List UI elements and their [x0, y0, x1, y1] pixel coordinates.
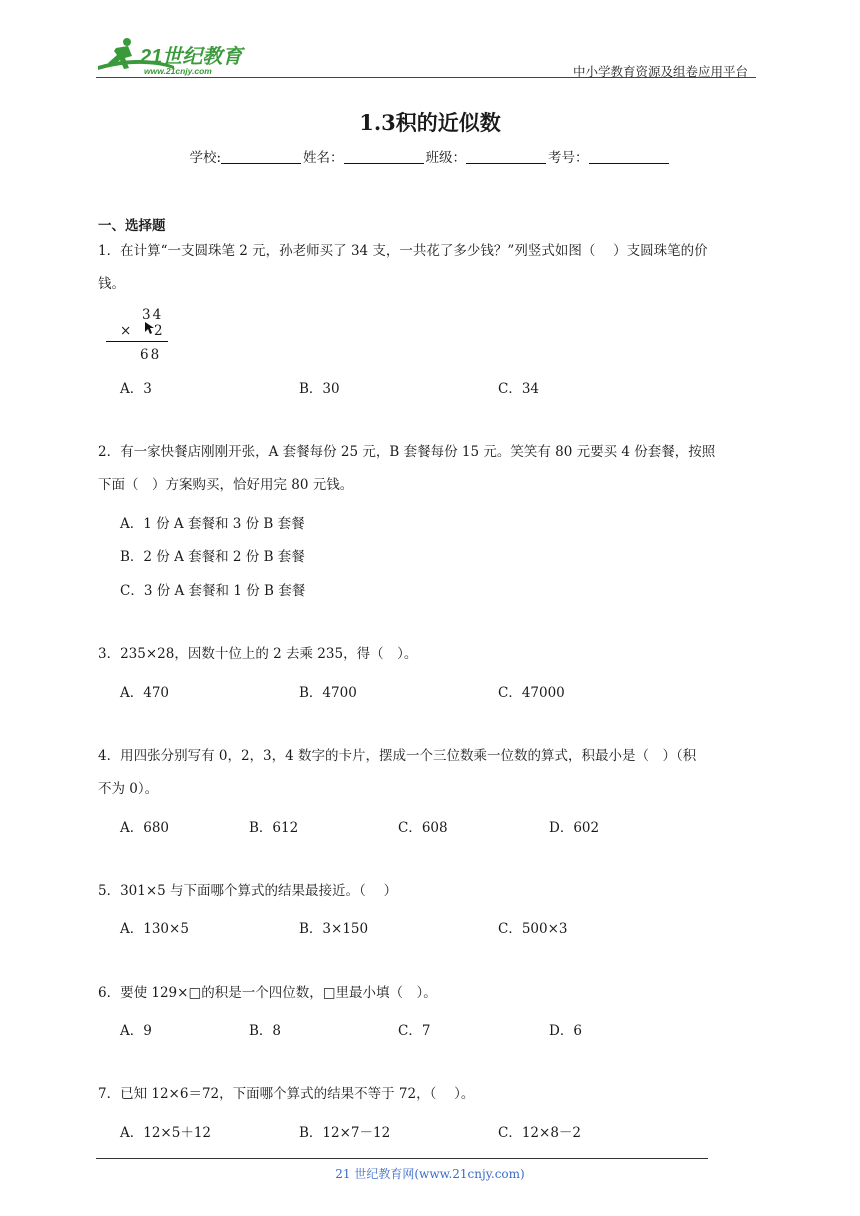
q6-option-d[interactable]: D．6 — [549, 1023, 582, 1039]
q2-option-a[interactable]: A．1 份 A 套餐和 3 份 B 套餐 — [120, 516, 305, 532]
exam-no-blank[interactable] — [589, 149, 669, 164]
question-1-text-line1: 1．在计算“一支圆珠笔 2 元，孙老师买了 34 支，一共花了多少钱？”列竖式如图（ ）支圆珠笔的价 — [98, 243, 708, 259]
question-6 — [98, 977, 770, 1010]
q7-option-b[interactable]: B．12×7－12 — [299, 1125, 391, 1141]
question-4-text-line2: 不为 0）。 — [98, 781, 159, 797]
q3-option-a[interactable]: A．470 — [120, 685, 170, 701]
q6-option-c[interactable]: C．7 — [398, 1023, 431, 1039]
class-label: 班级： — [425, 150, 467, 166]
question-6-text: 6．要使 129×□的积是一个四位数，□里最小填（ ）。 — [98, 985, 437, 1001]
q5-option-a[interactable]: A．130×5 — [120, 921, 189, 937]
footer-link[interactable]: 21 世纪教育网(www.21cnjy.com) — [335, 1167, 525, 1181]
logo-text: 21世纪教育 — [140, 46, 243, 68]
q2-option-c[interactable]: C．3 份 A 套餐和 1 份 B 套餐 — [120, 583, 306, 599]
footer-divider — [96, 1158, 708, 1159]
q1-option-a[interactable]: A．3 — [120, 381, 152, 397]
q5-option-b[interactable]: B．3×150 — [299, 921, 369, 937]
q6-option-b[interactable]: B．8 — [249, 1023, 282, 1039]
figure-multiplicand: 34 — [142, 307, 164, 323]
name-label: 姓名： — [303, 150, 344, 166]
section-heading: 一、选择题 — [98, 218, 166, 234]
question-2-text-line1: 2．有一家快餐店刚刚开张，A 套餐每份 25 元，B 套餐每份 15 元。笑笑有 80 元要买 4 份套餐，按照 — [98, 444, 716, 460]
question-3-text: 3．235×28，因数十位上的 2 去乘 235，得（ ）。 — [98, 646, 418, 662]
question-7 — [98, 1078, 770, 1111]
figure-product: 68 — [140, 347, 162, 363]
page-title: 1.3积的近似数 — [359, 110, 501, 135]
exam-no-label: 考号： — [548, 150, 589, 166]
question-1 — [98, 235, 770, 301]
q5-option-c[interactable]: C．500×3 — [498, 921, 568, 937]
logo-url: www.21cnjy.com — [144, 66, 212, 76]
q4-option-c[interactable]: C．608 — [398, 820, 448, 836]
figure-times-sign: × — [120, 323, 132, 339]
q6-option-a[interactable]: A．9 — [120, 1023, 152, 1039]
q4-option-b[interactable]: B．612 — [249, 820, 299, 836]
q7-option-c[interactable]: C．12×8－2 — [498, 1125, 581, 1141]
q7-option-a[interactable]: A．12×5＋12 — [120, 1125, 212, 1141]
q3-option-c[interactable]: C．47000 — [498, 685, 565, 701]
q1-option-b[interactable]: B．30 — [299, 381, 340, 397]
school-label: 学校: — [189, 150, 222, 166]
question-7-text: 7．已知 12×6＝72，下面哪个算式的结果不等于 72，（ ）。 — [98, 1086, 475, 1102]
figure-multiplier: 2 — [154, 323, 163, 339]
question-4 — [98, 740, 770, 806]
vertical-multiplication-figure — [106, 307, 168, 367]
q1-option-c[interactable]: C．34 — [498, 381, 540, 397]
header-divider — [96, 77, 756, 78]
q2-option-b[interactable]: B．2 份 A 套餐和 2 份 B 套餐 — [120, 549, 305, 565]
question-2 — [98, 436, 770, 502]
header-tagline: 中小学教育资源及组卷应用平台 — [573, 64, 749, 79]
class-blank[interactable] — [466, 149, 546, 164]
q4-option-a[interactable]: A．680 — [120, 820, 170, 836]
q3-option-b[interactable]: B．4700 — [299, 685, 357, 701]
site-logo — [94, 36, 264, 78]
question-5-text: 5．301×5 与下面哪个算式的结果最接近。（ ） — [98, 883, 398, 899]
q4-option-d[interactable]: D．602 — [549, 820, 600, 836]
figure-rule — [106, 341, 168, 342]
arrow-cursor-icon — [144, 321, 156, 335]
school-blank[interactable] — [221, 149, 301, 164]
question-1-text-line2: 钱。 — [98, 276, 125, 292]
question-3 — [98, 638, 770, 671]
student-info-line — [0, 146, 860, 166]
question-4-text-line1: 4．用四张分别写有 0，2，3，4 数字的卡片，摆成一个三位数乘一位数的算式，积最小是（ ）（积 — [98, 748, 697, 764]
question-2-text-line2: 下面（ ）方案购买，恰好用完 80 元钱。 — [98, 477, 354, 493]
question-5 — [98, 875, 770, 908]
name-blank[interactable] — [344, 149, 424, 164]
